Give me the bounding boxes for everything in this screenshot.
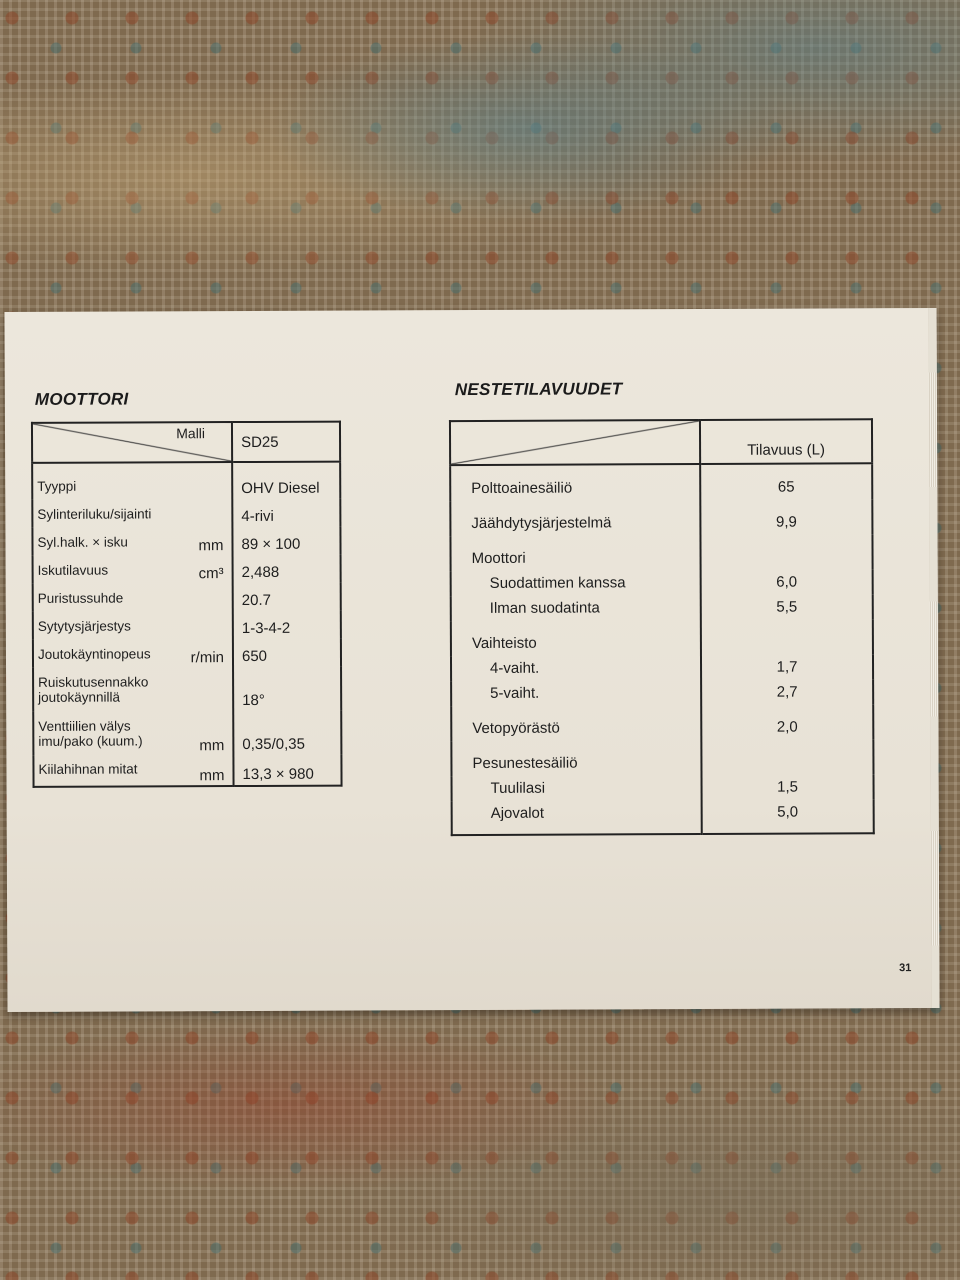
row-value: 20.7 [233, 583, 341, 611]
table-row [33, 755, 341, 787]
table-row [33, 711, 341, 756]
row-label: 5-vaiht. [490, 684, 540, 702]
table-row [451, 619, 873, 656]
table-row [450, 463, 872, 501]
table-row [32, 462, 340, 500]
carpet-background-bottom [0, 990, 960, 1280]
row-value: 650 [233, 639, 341, 667]
row-label: Pesunestesäiliö [472, 754, 578, 772]
row-value: OHV Diesel [232, 462, 340, 499]
page-number: 31 [899, 962, 912, 975]
table-row [451, 569, 873, 596]
row-value: 1-3-4-2 [233, 611, 341, 639]
row-value: 2,488 [233, 555, 341, 583]
row-value [701, 739, 873, 775]
row-label: Tyyppi [37, 478, 77, 494]
fluids-heading: NESTETILAVUUDET [454, 379, 623, 400]
row-label: Ruiskutusennakko joutokäynnillä [38, 674, 149, 705]
row-label: Moottori [471, 549, 526, 568]
row-label: Vaihteisto [471, 634, 537, 653]
row-label: Kiilahihnan mitat mm [38, 760, 225, 785]
fluids-header-diagonal-cell [450, 420, 700, 465]
table-row [33, 639, 341, 668]
table-row [451, 654, 873, 681]
manual-page [4, 308, 939, 1012]
row-label: 4-vaiht. [489, 659, 540, 677]
carpet-background-top [0, 0, 960, 320]
engine-table-header [32, 422, 340, 463]
table-row [452, 774, 874, 801]
page-edge [928, 308, 939, 1008]
row-label: Suodattimen kanssa [489, 574, 626, 592]
table-row [452, 799, 874, 835]
table-row [450, 499, 872, 536]
row-value: 0,35/0,35 [233, 711, 341, 755]
row-label: Polttoainesäiliö [471, 479, 573, 498]
row-label: Iskutilavuus cm³ [37, 562, 224, 583]
row-value: 1,7 [701, 654, 873, 680]
row-value: 2,7 [701, 679, 873, 705]
row-value [700, 534, 872, 570]
table-row [32, 527, 340, 556]
row-value: 4-rivi [232, 499, 340, 527]
row-label: Ilman suodatinta [489, 599, 600, 617]
table-row [33, 555, 341, 584]
row-label: Tuulilasi [490, 779, 546, 797]
row-label: Joutokäyntinopeus r/min [37, 645, 225, 667]
row-value: 65 [700, 463, 872, 500]
table-row [450, 534, 872, 571]
row-label: Syl.halk. × isku mm [37, 534, 224, 555]
row-value [701, 619, 873, 655]
row-label: Puristussuhde [37, 590, 124, 606]
table-row [33, 667, 341, 712]
engine-header-diagonal-cell [32, 422, 232, 463]
table-row [32, 499, 340, 528]
row-label: Sytytysjärjestys [37, 617, 131, 634]
table-row [451, 679, 873, 706]
row-value: 89 × 100 [232, 527, 340, 555]
row-value: 9,9 [700, 499, 872, 535]
row-value: 2,0 [701, 704, 873, 740]
row-label: Vetopyörästö [472, 719, 560, 737]
row-value: 18° [233, 667, 341, 711]
fluids-table-header [450, 419, 872, 465]
engine-header-model-value: SD25 [232, 422, 340, 462]
table-row [33, 583, 341, 612]
table-row [451, 704, 873, 741]
engine-header-model-label: Malli [176, 425, 206, 442]
row-value: 5,0 [702, 799, 874, 834]
row-value: 6,0 [701, 569, 873, 595]
table-row [451, 594, 873, 621]
table-row [451, 739, 873, 776]
row-label: Sylinteriluku/sijainti [37, 505, 152, 522]
engine-spec-table [31, 421, 343, 788]
row-label: Venttiilien välys imu/pako (kuum.) mm [38, 718, 225, 755]
row-value: 5,5 [701, 594, 873, 620]
fluid-capacity-table [449, 418, 875, 836]
row-value: 13,3 × 980 [233, 755, 341, 786]
row-label: Ajovalot [490, 804, 545, 822]
table-row [33, 611, 341, 640]
engine-heading: MOOTTORI [34, 389, 129, 409]
fluids-header-capacity: Tilavuus (L) [700, 419, 872, 464]
row-value: 1,5 [702, 774, 874, 800]
row-label: Jäähdytysjärjestelmä [471, 514, 612, 533]
